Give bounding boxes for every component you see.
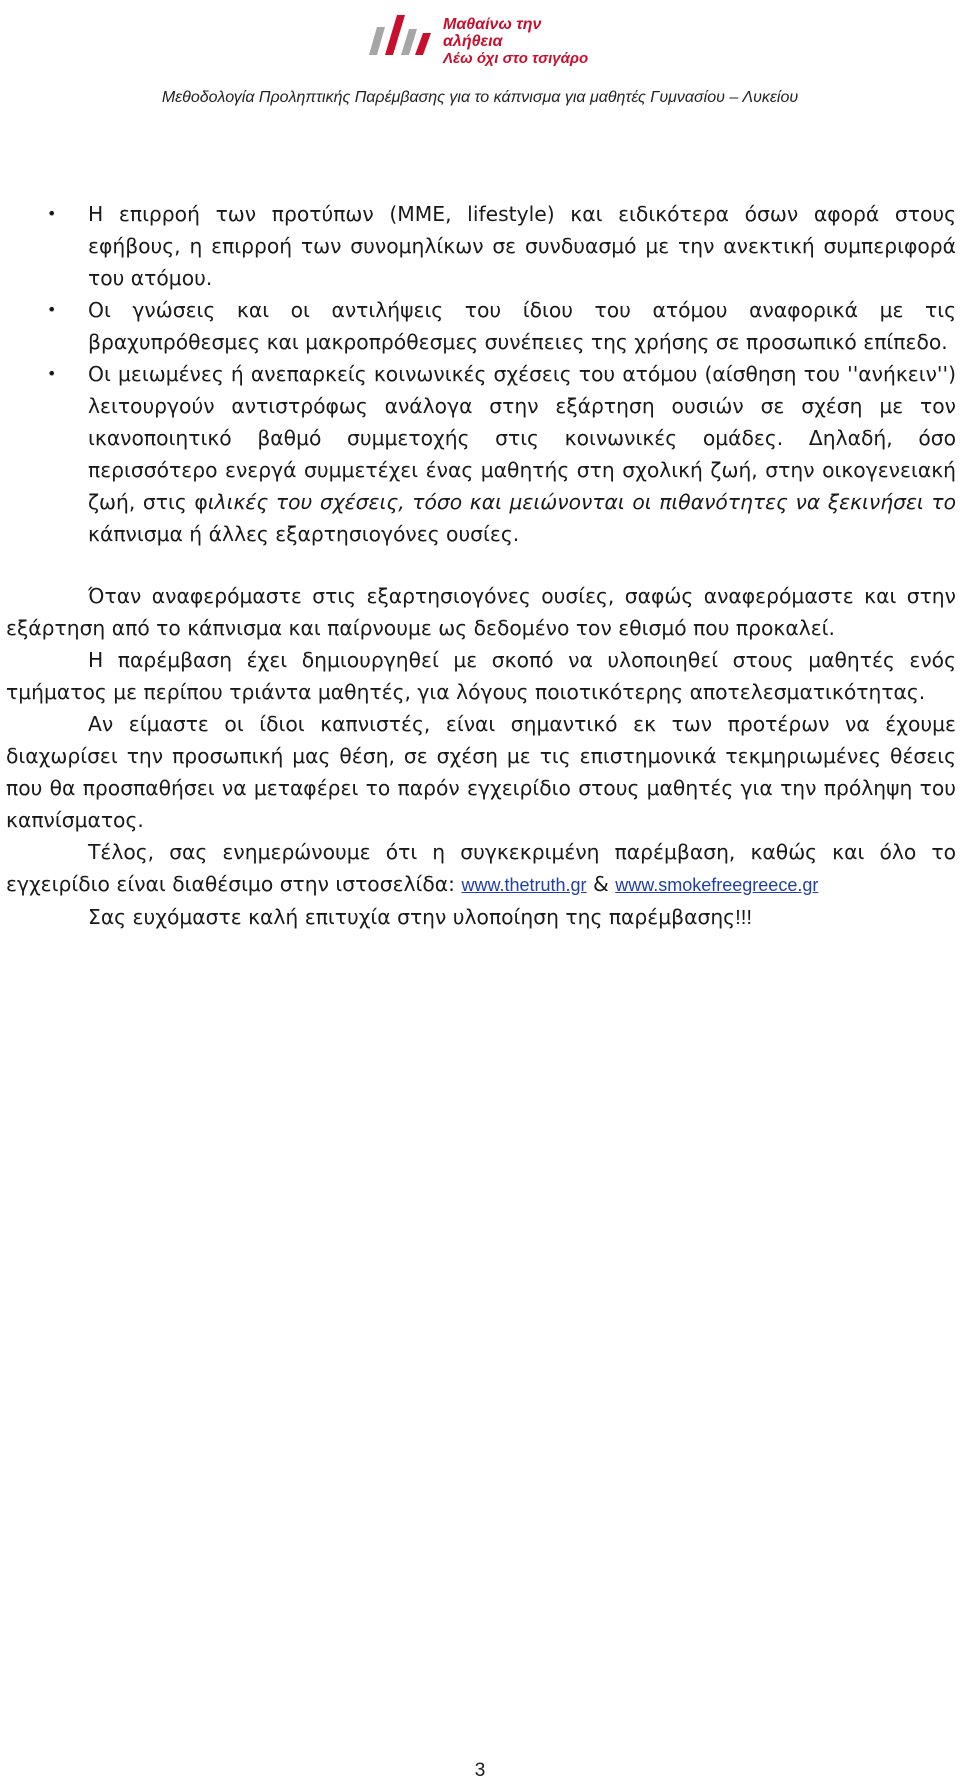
closing-text: Σας ευχόμαστε καλή επιτυχία στην υλοποίηση της παρέμβασης <box>88 905 736 929</box>
logo-mark-icon <box>363 7 439 63</box>
bullet-italic-text: ιλικές του σχέσεις, τόσο και μειώνονται οι πιθανότητες να ξεκινήσει το <box>207 490 957 514</box>
page-number: 3 <box>474 1760 486 1781</box>
logo-line-1: Μαθαίνω την αλήθεια <box>443 16 542 50</box>
smokefreegreece-link[interactable]: www.smokefreegreece.gr <box>615 875 819 895</box>
logo-line-2: Λέω όχι στο τσιγάρο <box>443 50 589 67</box>
logo-text <box>443 16 603 67</box>
document-body <box>6 198 956 934</box>
paragraph: Όταν αναφερόμαστε στις εξαρτησιογόνες ουσίες, σαφώς αναφερόμαστε και στην εξάρτηση από το κάπνισμα και παίρνουμε ως δεδομένο τον εθισμό που προκαλεί. <box>6 584 956 640</box>
bullet-list <box>6 198 956 550</box>
availability-paragraph <box>6 836 956 901</box>
bullet-item: • Η επιρροή των προτύπων (ΜΜΕ, lifestyle) και ειδικότερα όσων αφορά στους εφήβους, η επιρροή των συνομηλίκων σε συνδυασμό με την ανεκτική συμπεριφορά του ατόμου. <box>6 198 956 294</box>
bullet-text-end: κάπνισμα ή άλλες εξαρτησιογόνες ουσίες. <box>88 522 520 546</box>
thetruth-link[interactable]: www.thetruth.gr <box>461 875 587 895</box>
paragraph: Αν είμαστε οι ίδιοι καπνιστές, είναι σημαντικό εκ των προτέρων να έχουμε διαχωρίσει την προσωπική μας θέση, σε σχέση με τις επιστημονικά τεκμηριωμένες θέσεις που θα προσπαθήσει να μεταφέρει το παρόν εγχειρίδιο στους μαθητές για την πρόληψη του καπνίσματος. <box>6 712 956 832</box>
logo <box>363 7 603 67</box>
bullet-item: • Οι γνώσεις και οι αντιλήψεις του ίδιου του ατόμου αναφορικά με τις βραχυπρόθεσμες και μακροπρόθεσμες συνέπειες της χρήσης σε προσωπικό επίπεδο. <box>6 294 956 358</box>
availability-text: Τέλος, σας ενημερώνουμε ότι η συγκεκριμένη παρέμβαση, καθώς και όλο το εγχειρίδιο είναι διαθέσιμο στην ιστοσελίδα: <box>6 840 956 896</box>
closing-paragraph <box>6 901 956 934</box>
bullet-text: Οι μειωμένες ή ανεπαρκείς κοινωνικές σχέσεις του ατόμου (αίσθηση του ''ανήκειν'') λειτουργούν αντιστρόφως ανάλογα στην εξάρτηση ουσιών σε σχέση με τον ικανοποιητικό βαθμό συμμετοχής στις κοινωνικές ομάδες. Δηλαδή, όσο περισσότερο ενεργά συμμετέχει ένας μαθητής στη σχολική ζωή, στην οικογενειακή ζωή, στις φ <box>88 362 956 514</box>
paragraph: Η παρέμβαση έχει δημιουργηθεί με σκοπό να υλοποιηθεί στους μαθητές ενός τμήματος με περίπου τριάντα μαθητές, για λόγους ποιοτικότερης αποτελεσματικότητας. <box>6 648 956 704</box>
bullet-item <box>6 358 956 550</box>
link-separator: & <box>586 872 616 896</box>
closing-exclamation: !!! <box>735 907 752 929</box>
document-subtitle: Μεθοδολογία Προληπτικής Παρέμβασης για το κάπνισμα για μαθητές Γυμνασίου – Λυκείου <box>161 89 799 106</box>
